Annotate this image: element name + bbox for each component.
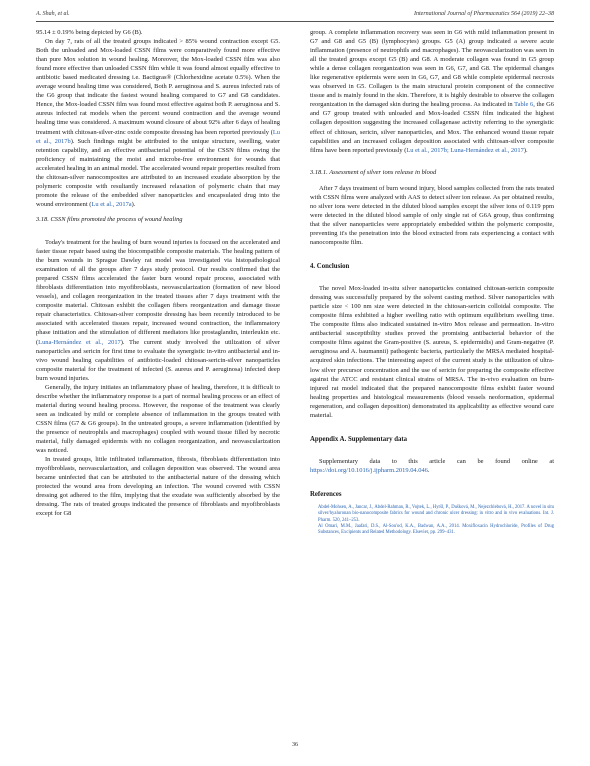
citation-link[interactable]: Lu et al., 2017a bbox=[91, 200, 132, 208]
right-column bbox=[310, 28, 554, 536]
section-heading-3-18-1: 3.18.1. Assessment of silver ions release in blood bbox=[310, 168, 437, 176]
paragraph-histopathology: Today's treatment for the healing of burn wound injuries is focused on the accelerated and faster tissue repair based using the biocompatible composite materials. The healing pattern of the burn wounds in Sprague Dawley rat model was investigated via histopathological examination of all the groups after 7 days study protocol. Our results confirmed that the prepared CSSN films accelerated the faster burn wound repair process, associated with fibroblasts differentiation into myofibroblasts, neovascularization (formation of new blood vessels), and collagen reorganization in the treated tissues after 7 days treatment with the composite material. Chitosan exhibit the collagen fibers reorganization and damage tissue repair characteristics. Chitosan-silver composite dressing has been recently introduced to be associated with accelerated tissues repair, increased wound contraction, the inflammatory phase initiation and the stimulation of different mediators like prostaglandin, interleukin etc. (Luna-Hernández et al., 2017). The current study involved the utilization of silver nanoparticles and sericin for first time to evaluate the synergistic in-vitro antibacterial and in-vivo wound healing capabilities of antibiotic-loaded chitosan-sericin-silver nanoparticles composite material for the treatment of infected (S. aureus and P. aeruginosa) infected deep burn wound injuries. bbox=[36, 238, 280, 382]
paragraph-treated-groups: In treated groups, little infiltrated inflammation, fibrosis, fibroblasts differentiation into myofibroblasts, neovascularization, and collagen deposition was observed. The wound area became uninfected that can be attributed to the antibacterial nature of the dressing which protected the wound area from developing an infection. The wound covered with CSSN dressing got adhered to the film, implying that the exudate was sufficiently absorbed by the dressing. The rats of treated groups indicated the presence of fibroblasts and myofibroblasts except for G8 bbox=[36, 456, 280, 518]
header-rule bbox=[36, 21, 554, 22]
page-number: 36 bbox=[292, 742, 298, 748]
paragraph: 95.14 ± 0.19% being depicted by G6 (B). bbox=[36, 29, 143, 36]
running-header-journal: International Journal of Pharmaceutics 564 (2019) 22–38 bbox=[414, 11, 554, 17]
running-header-authors: A. Shah, et al. bbox=[36, 11, 70, 17]
paragraph-silver-release: After 7 days treatment of burn wound injury, blood samples collected from the rats treated with CSSN films were analyzed with AAS to detect silver ion release. As per obtained results, no silver ions were detected in the diluted blood samples except the silver ions of 0.119 ppm were detected in the diluted blood sample of only single rat of G6A group, thus confirming that the silver nanoparticles were appropriately embedded within the polymeric composite, preventing it's the penetration into the blood extracted from rats experiencing a contact with nanocomposite film. bbox=[310, 184, 554, 246]
left-column bbox=[36, 28, 280, 518]
paragraph-conclusion: The novel Mox-loaded in-situ silver nanoparticles contained chitosan-sericin composite dressing was successfully prepared by the solvent casting method. Silver nanoparticles with particle size < 100 nm size were detected in the chitosan-sericin colloidal composite. The composite films exhibited a higher swelling ratio with optimum equilibrium swelling time. The composite films also indicated sustained in-vitro Mox release and permeation. In-vitro antibacterial susceptibility studies proved the promising antibacterial behavior of the composite films against the Gram-positive (S. aureus, S. epidermidis) and Gram-negative (P. aeruginosa and A. baumannii) pathogenic bacteria, particularly the MRSA mediated hospital-acquired skin infections. The interesting aspect of the current study is the utilization of ultra-low silver precursor concentration and the use of sericin for preparing the composite effective against the ATCC and resistant clinical strains of MRSA. The in-vivo evaluation on burn-injured rat model indicated that the prepared nanocomposite films exhibit faster wound healing properties and histological measurements (blood vessels neoformation, epidermal regeneration, and collagen deposition) demonstrated its applicability as effective wound care material. bbox=[310, 285, 554, 419]
reference-item[interactable]: Al Omari, M.M., Jaafari, D.S., Al-Sou'od, K.A., Badwan, A.A., 2014. Moxifloxacin Hydrochloride, Profiles of Drug Substances, Excipients and Related Methodology. Elsevier, pp. 299–431. bbox=[318, 523, 554, 536]
reference-item[interactable]: Abdel-Mohsen, A., Jancar, J., Abdel-Rahman, R., Vojtek, L., Hyršl, P., Dušková, M., Nejezchlebová, H., 2017. A novel in situ silver/hyaluronan bio-nanocomposite fabrics for wound and chronic ulcer dressing: in vitro and in vivo evaluations. Int. J. Pharm. 520, 241–253. bbox=[318, 504, 554, 523]
doi-link[interactable]: https://doi.org/10.1016/j.ijpharm.2019.04.046 bbox=[310, 466, 428, 474]
paragraph-collagen: group. A complete inflammation recovery was seen in G6 with mild inflammation present in G7 and G8 and G5 (B) (lymphocytes) groups. G5 (A) group indicated a severe acute inflammation (presence of neutrophils and macrophages). The neovascularization was seen in all the treated groups except G5 (B) and G8. A moderate collagen was found in G5 group while a dense collagen reorganization was seen in G6, G7, and G8. The epidermal changes like regenerative epidermis were seen in G6, G7, and G8 while complete epidermal necrosis was observed in G5. Collagen is the main structural protein component of the connective tissue and is mainly found in the skin. Therefore, it is highly desirable to observe the collagen reorganization in the damaged skin during the healing process. As indicated in Table 6, the G6 and G7 group treated with unloaded and Mox-loaded CSSN film indicated the highest collagen deposition suggesting the increased collagenase activity referring to the synergistic effect of chitosan, sericin, silver nanoparticles, and Mox. The enhanced wound tissue repair capabilities and an increased collagen deposition associated with chitosan-silver composite films have been reported previously (Lu et al., 2017b; Luna-Hernández et al., 2017). bbox=[310, 29, 554, 154]
section-heading-3-18: 3.18. CSSN films promoted the process of wound healing bbox=[36, 215, 183, 223]
citation-link[interactable]: Luna-Hernández et al., 2017 bbox=[38, 338, 121, 346]
paragraph-supplementary: Supplementary data to this article can be found online at https://doi.org/10.1016/j.ijpharm.2019.04.046. bbox=[310, 457, 554, 474]
section-heading-conclusion: 4. Conclusion bbox=[310, 263, 350, 271]
section-heading-references: References bbox=[310, 490, 342, 498]
paragraph-inflammation: Generally, the injury initiates an inflammatory phase of healing, therefore, it is difficult to describe whether the inflammatory response is a part of normal healing process or an effect of material during wound healing process. However, the response of the treatment was clearly seen as indicated by mild or complete absence of inflammation in the groups treated with CSSN films (G7 & G6 groups). In the untreated groups, a severe inflammation (identified by the presence of neutrophils and macrophages) coupled with wound tissue filled by necrotic material, fully damaged epidermis with no collagen reorganization, and neovascularization was noticed. bbox=[36, 383, 280, 455]
table-link[interactable]: Table 6 bbox=[514, 101, 534, 109]
section-heading-appendix: Appendix A. Supplementary data bbox=[310, 435, 408, 443]
paragraph-wound-contraction: On day 7, rats of all the treated groups indicated > 85% wound contraction except G5. Both the unloaded and Mox-loaded CSSN films were comparatively found more effective than pure Mox solution in wound healing. Moreover, the Mox-loaded CSSN film was also found more effective than unloaded CSSN film while it was found almost equally effective to antibiotic based medicated dressing i.e. Bactigras® (Chlorhexidine acetate 0.5%). When the average wound healing time was considered, Both P. aeruginosa and S. aureus infected rats of the G6 group that indicate the fastest wound healing compared to G7 and G8 candidates. Hence, the Mox-loaded CSSN film was found most effective against both P. aeruginosa and S. aureus infected rat models when the percent wound contraction and the average wound healing time was considered. A maximum wound closure of about 92% after 6 days of healing treatment with chitosan-silver-zinc oxide composite dressing has been reported previously (Lu et al., 2017b). Such findings might be attributed to the unique structure, swelling, water retention capability, and an effective antibacterial potential of the CSSN films owing the proficiency of maintaining the moist and microbe-free environment for wounds that accelerated healing in an animal model. The accelerated wound repair properties resulted from the chitosan-silver nanocomposites are attributed to an increased exudate absorption by the polymeric composite with resultantly increased relaxation of polymeric chain that may promote the release of the embedded silver nanoparticles and encapsulated drug into the wound environment (Lu et al., 2017a). bbox=[36, 38, 280, 208]
citation-link[interactable]: Lu et al., 2017b bbox=[36, 128, 280, 145]
citation-link[interactable]: Lu et al., 2017b; Luna-Hernández et al., 2017 bbox=[406, 146, 524, 154]
reference-list bbox=[310, 505, 554, 536]
